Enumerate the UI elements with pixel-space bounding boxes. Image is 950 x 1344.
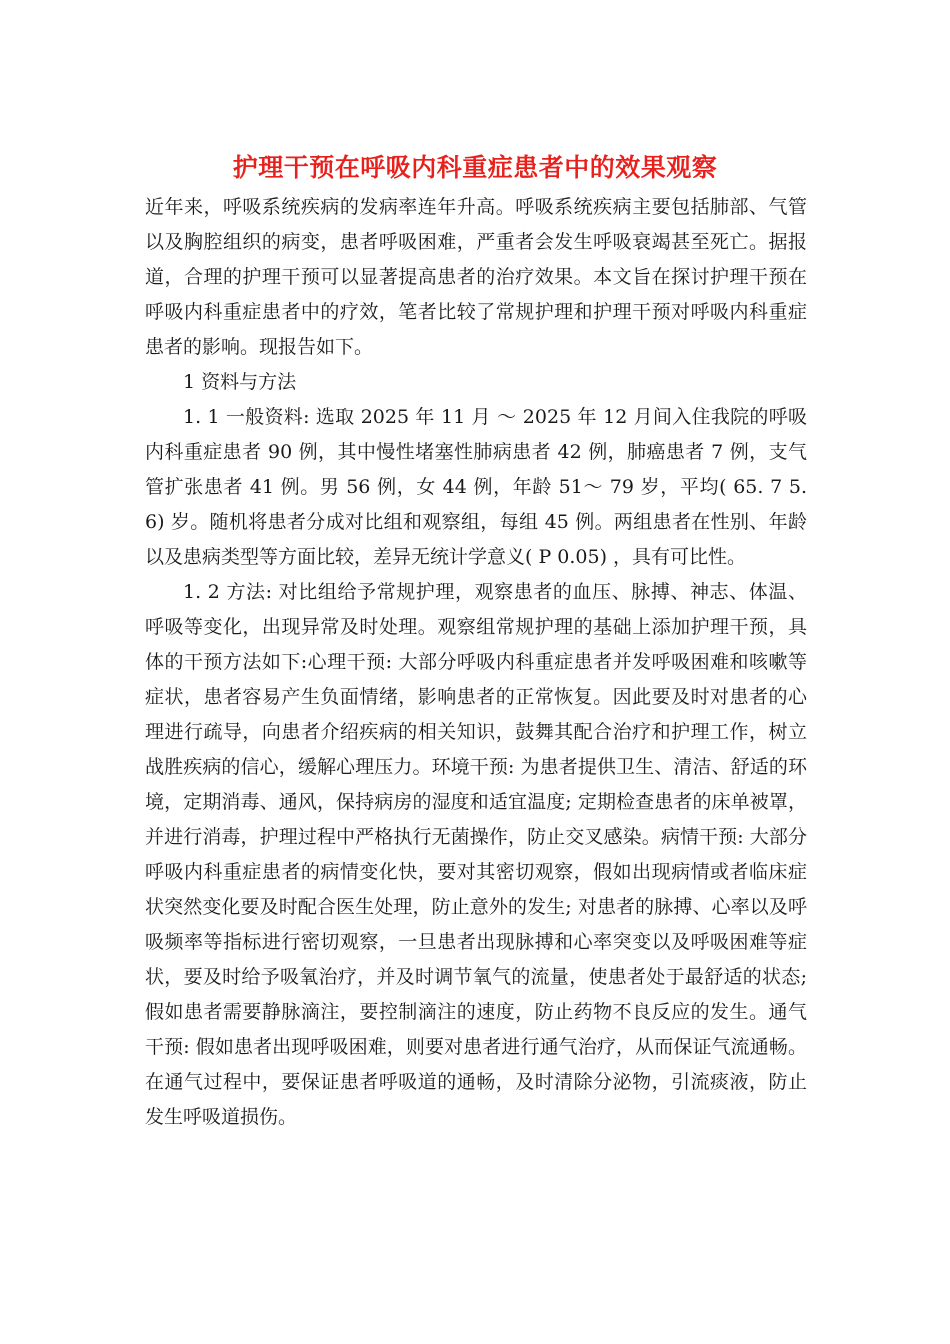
section-heading: 1 资料与方法 <box>183 371 297 393</box>
general-data-paragraph: 1. 1 一般资料: 选取 2025 年 11 月 ～ 2025 年 12 月间入住我院的呼吸内科重症患者 90 例，其中慢性堵塞性肺病患者 42 例，肺癌患者 7 例，支气管扩张患者 41 例。男 56 例，女 44 例，年龄 51～ 79 岁，平均( 65. 7 5. 6) 岁。随机将患者分成对比组和观察组，每组 45 例。两组患者在性别、年龄以及患病类型等方面比较，差异无统计学意义( P 0.05) ，具有可比性。 <box>145 406 807 568</box>
intro-paragraph: 近年来，呼吸系统疾病的发病率连年升高。呼吸系统疾病主要包括肺部、气管以及胸腔组织的病变，患者呼吸困难，严重者会发生呼吸衰竭甚至死亡。据报道，合理的护理干预可以显著提高患者的治疗效果。本文旨在探讨护理干预在呼吸内科重症患者中的疗效，笔者比较了常规护理和护理干预对呼吸内科重症患者的影响。现报告如下。 <box>145 196 807 358</box>
document-title: 护理干预在呼吸内科重症患者中的效果观察 <box>232 153 718 182</box>
document-body <box>145 190 807 1135</box>
methods-paragraph: 1. 2 方法: 对比组给予常规护理，观察患者的血压、脉搏、神志、体温、呼吸等变化，出现异常及时处理。观察组常规护理的基础上添加护理干预，具体的干预方法如下:心理干预: 大部分呼吸内科重症患者并发呼吸困难和咳嗽等症状，患者容易产生负面情绪，影响患者的正常恢复。因此要及时对患者的心理进行疏导，向患者介绍疾病的相关知识，鼓舞其配合治疗和护理工作，树立战胜疾病的信心，缓解心理压力。环境干预: 为患者提供卫生、清洁、舒适的环境，定期消毒、通风，保持病房的湿度和适宜温度; 定期检查患者的床单被罩，并进行消毒，护理过程中严格执行无菌操作，防止交叉感染。病情干预: 大部分呼吸内科重症患者的病情变化快，要对其密切观察，假如出现病情或者临床症状突然变化要及时配合医生处理，防止意外的发生; 对患者的脉搏、心率以及呼吸频率等指标进行密切观察，一旦患者出现脉搏和心率突变以及呼吸困难等症状，要及时给予吸氧治疗，并及时调节氧气的流量，使患者处于最舒适的状态;假如患者需要静脉滴注，要控制滴注的速度，防止药物不良反应的发生。通气干预: 假如患者出现呼吸困难，则要对患者进行通气治疗，从而保证气流通畅。在通气过程中，要保证患者呼吸道的通畅，及时清除分泌物，引流痰液，防止发生呼吸道损伤。 <box>145 581 807 1128</box>
